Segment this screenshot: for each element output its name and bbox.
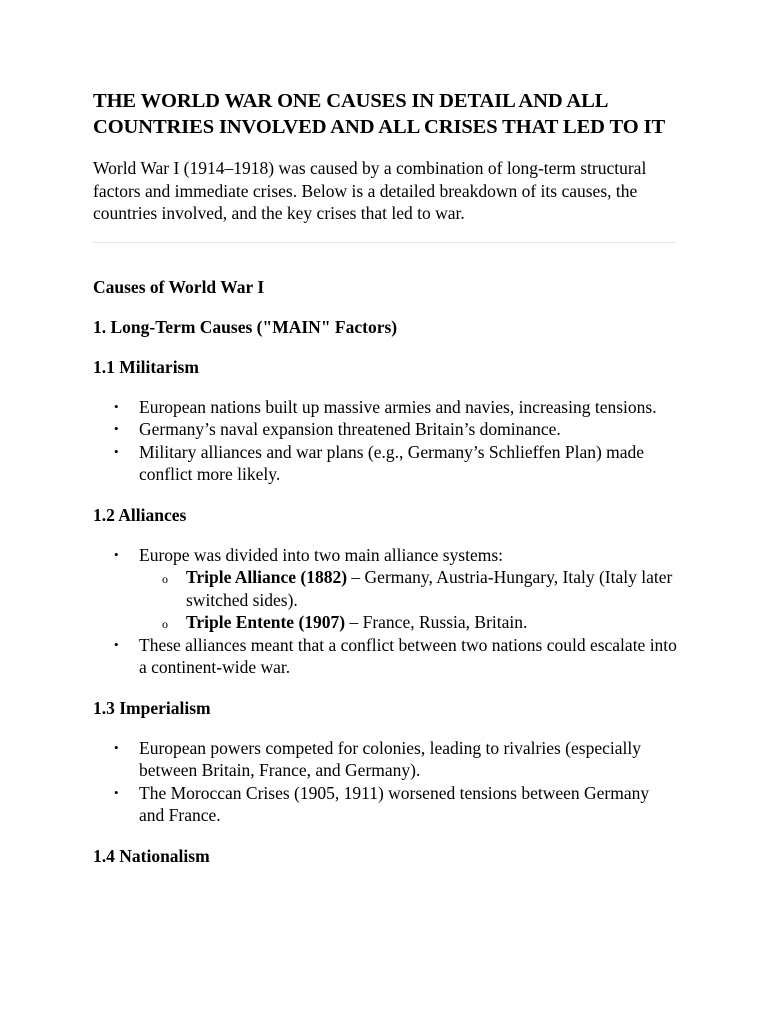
alliance-name: Triple Entente (1907)	[186, 612, 346, 632]
document-page	[93, 88, 678, 885]
list-item	[93, 441, 678, 486]
imperialism-heading: 1.3 Imperialism	[93, 697, 211, 718]
list-item-text: European powers competed for colonies, leading to rivalries (especially between Britain, France, and Germany).	[139, 737, 641, 780]
alliance-members: – France, Russia, Britain.	[345, 612, 528, 632]
document-title: THE WORLD WAR ONE CAUSES IN DETAIL AND ALL COUNTRIES INVOLVED AND ALL CRISES THAT LED TO IT	[93, 90, 666, 138]
alliance-name: Triple Alliance (1882)	[186, 567, 348, 587]
list-item-text: Military alliances and war plans (e.g., Germany’s Schlieffen Plan) made conflict more likely.	[139, 441, 645, 484]
intro-paragraph: World War I (1914–1918) was caused by a combination of long-term structural factors and immediate crises. Below is a detailed breakdown of its causes, the countries involved, and the key crises that led to war.	[93, 158, 647, 223]
bullet-icon: •	[114, 546, 119, 562]
list-item	[93, 418, 678, 441]
imperialism-list	[93, 737, 678, 827]
list-item	[93, 634, 678, 679]
list-item-text: These alliances meant that a conflict between two nations could escalate into a continent-wide war.	[139, 634, 677, 677]
bullet-icon: •	[114, 421, 119, 436]
bullet-icon: •	[114, 739, 119, 755]
list-item-text: Europe was divided into two main alliance systems:	[139, 544, 504, 565]
bullet-icon: •	[114, 784, 119, 800]
circle-bullet-icon: o	[162, 617, 168, 631]
sublist-item	[139, 611, 678, 634]
list-item-text: The Moroccan Crises (1905, 1911) worsened tensions between Germany and France.	[139, 782, 650, 825]
bullet-icon: •	[114, 398, 119, 414]
militarism-heading: 1.1 Militarism	[93, 356, 199, 377]
list-item	[93, 782, 678, 827]
list-item-text: European nations built up massive armies and navies, increasing tensions.	[139, 396, 657, 417]
alliance-systems-sublist	[139, 566, 678, 634]
list-item	[93, 396, 678, 419]
bullet-icon: •	[114, 636, 119, 652]
militarism-list	[93, 396, 678, 486]
bullet-icon: •	[114, 443, 119, 459]
alliances-list	[93, 544, 678, 679]
sublist-item	[139, 566, 678, 611]
horizontal-divider	[93, 242, 676, 243]
nationalism-heading: 1.4 Nationalism	[93, 845, 210, 866]
list-item	[93, 544, 678, 634]
list-item-text: Germany’s naval expansion threatened Britain’s dominance.	[139, 419, 561, 439]
alliances-heading: 1.2 Alliances	[93, 504, 187, 525]
long-term-causes-heading: 1. Long-Term Causes ("MAIN" Factors)	[93, 316, 398, 337]
alliance-members: – Germany, Austria-Hungary, Italy (Italy later switched sides).	[186, 567, 673, 610]
circle-bullet-icon: o	[162, 572, 168, 586]
causes-heading: Causes of World War I	[93, 276, 265, 297]
list-item	[93, 737, 678, 782]
